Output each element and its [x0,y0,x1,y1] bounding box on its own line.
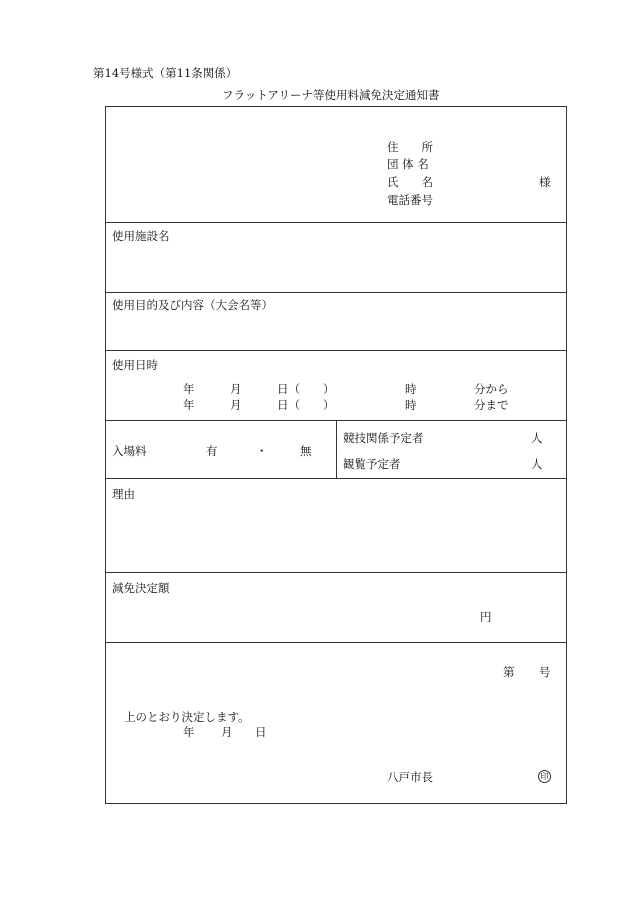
decision-text: 上のとおり決定します。 [124,710,250,724]
end-year: 年 [183,398,195,412]
start-day: 日（ ） [277,382,335,396]
name-label: 氏 名 [387,175,433,189]
divider [106,350,566,351]
divider [106,642,566,643]
seal-icon: 印 [538,770,551,783]
competitors-label: 競技関係予定者 [343,431,424,445]
start-hour: 時 [405,382,417,396]
number-prefix: 第 [503,665,515,679]
amount-unit: 円 [480,610,492,624]
divider [106,292,566,293]
admission-separator: ・ [256,444,268,458]
spectators-unit: 人 [531,457,543,471]
divider [106,222,566,223]
form-number: 第14号様式（第11条関係） [93,66,238,80]
end-month: 月 [230,398,242,412]
page-title: フラットアリーナ等使用料減免決定通知書 [222,88,440,102]
notice-form [105,106,567,804]
end-day: 日（ ） [277,398,335,412]
admission-label: 入場料 [112,444,147,458]
admission-no: 無 [300,444,312,458]
competitors-unit: 人 [531,431,543,445]
spectators-label: 観覧予定者 [343,457,401,471]
reason-label: 理由 [112,487,135,501]
number-suffix: 号 [539,665,551,679]
start-year: 年 [183,382,195,396]
honorific: 様 [539,175,551,189]
phone-label: 電話番号 [387,193,433,207]
amount-label: 減免決定額 [112,581,170,595]
end-hour: 時 [405,398,417,412]
address-label: 住 所 [387,140,433,154]
end-minute: 分まで [474,398,509,412]
datetime-label: 使用日時 [112,358,158,372]
admission-divider [336,420,337,478]
decision-day: 日 [255,725,267,739]
divider [106,572,566,573]
decision-month: 月 [221,725,233,739]
decision-year: 年 [183,725,195,739]
issuer-label: 八戸市長 [387,770,433,784]
purpose-label: 使用目的及び内容（大会名等） [112,298,273,312]
group-name-label: 団 体 名 [387,157,429,171]
start-minute: 分から [474,382,509,396]
divider [106,478,566,479]
start-month: 月 [230,382,242,396]
admission-yes: 有 [206,444,218,458]
facility-label: 使用施設名 [112,229,170,243]
